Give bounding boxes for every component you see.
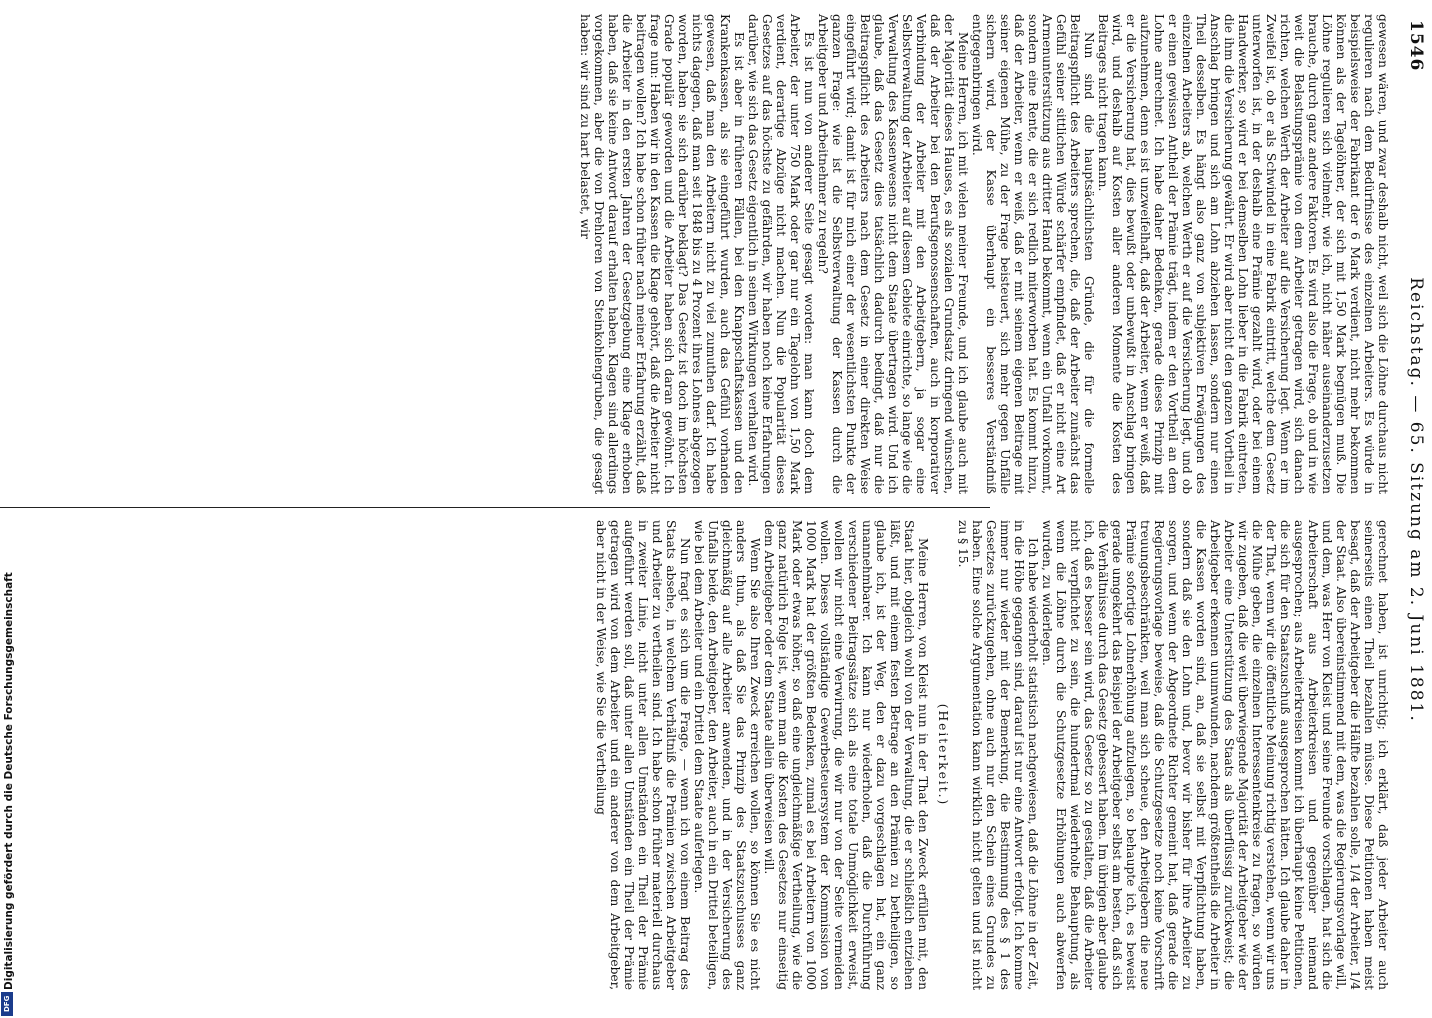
paragraph: Ich habe wiederholt statistisch nachgewiesen, daß die Löhne in der Zeit, in die Höhe gegangen sind, darauf ist nur eine Antwort erfolgt. Ich komme immer nur wieder mit der Bemerkung, die Bestimmung des § 1 des Gesetzes zurückzugehen, ohne auch nur den Schein eines Grundes zu haben. Eine solche Argumentation kann wirklich nicht gelten und ist nicht zu § 15. xyxy=(956,520,1040,990)
running-title: Reichstag. — 65. Sitzung am 2. Juni 1881. xyxy=(1406,277,1426,723)
paragraph: Meine Herren, von Kleist nun in der That den Zweck erfüllen mit, den Staat hier, obgleich wohl von der Verwaltung, die er schließlich entziehen läßt, und mit einem festen Betrage an den Prämien zu betheiligen, so glaube ich, ist der Weg, den er dazu vorgeschlagen hat, ein ganz unannehmbarer. Ich kann nur wiederholen, daß die Durchführung verschiedener Beitragssätze sich als eine totale Unmöglichkeit erweist, wollen wir nicht eine Verwirrung, die wir nur von der Seite vermeiden wollen. Dieses vollständige Gewerbesteuersystem der Kommission von 1000 Mark hat der größten Bedenken, zumal es bei Arbeitern von 1000 Mark oder etwas höher, so daß eine ungleichmäßige Vertheilung, wie die ganz natürlich Folge ist, wenn man die Kosten des Gesetzes nur einseitig dem Arbeitgeber oder dem Staate allein überweisen will. xyxy=(762,520,930,990)
dfg-logo: DFG xyxy=(1,992,13,1016)
page-number: 1546 xyxy=(1406,20,1426,72)
paragraph: Nun sind die hauptsächlichsten Gründe, die für die formelle Beitragspflicht des Arbeiters sprechen, die, daß der Arbeiter zunächst das Gefühl seiner sittlichen Würde schärfer empfindet, daß er nicht eine Art Armenunterstützung aus dritter Hand bekommt, wenn ein Unfall vorkommt, sondern eine Rente, die er sich redlich miterworben hat. Es kommt hinzu, daß der Arbeiter, wenn er weiß, daß er mit seinem eigenen Beitrage mit seiner eigenen Mühe, zu der Frage beisteuert, sich mehr gegen Unfälle sichern wird, der Kasse überhaupt ein besseres Verständniß entgegenbringen wird. xyxy=(970,14,1096,494)
paragraph: Nun fragt es sich um die Frage, — wenn ich von einem Beitrag des Staats absehe, in welchem Verhältniß die Prämien zwischen Arbeitgeber und Arbeiter zu vertheilen sind. Ich habe schon früher materiell durchaus in zweiter Linie, nicht unter allen Umständen ein Theil der Prämie aufgeführt werden soll, daß unter allen Umständen ein Theil der Prämie getragen wird von dem Arbeiter und ein anderer von dem Arbeitgeber, aber nicht in der Weise, wie Sie die Vertheilung xyxy=(594,520,692,990)
paragraph: Es ist aber in früheren Fällen, bei den Knappschaftskassen und den Krankenkassen, als sie eingeführt wurden, auch das Gefühl vorhanden gewesen, daß man den Arbeitern nicht zu viel zumuthen darf. Ich habe nichts dagegen, daß man seit 1848 bis zu 4 Prozent ihres Lohnes abgezogen worden, haben sie sich darüber beklagt? Das Gesetz ist doch im höchsten Grade populär geworden und die Arbeiter haben sich daran gewöhnt. Ich frage nun: Haben wir in den Kassen die Klage gehört, daß die Arbeiter nicht beitragen wollen? Ich habe schon früher nach meiner Erfahrung erzählt, daß die Arbeiter in den ersten Jahren der Gesetzgebung eine Klage erhoben haben, daß sie keine Antwort darauf erhalten haben. Klagen sind allerdings vorgekommen, aber die von Drehloren von Steinkohlengruben, die gesagt haben: wir sind zu hart belastet, wir xyxy=(578,14,746,494)
paragraph: Es ist nun von anderer Seite gesagt worden: man kann doch dem Arbeiter, der unter 750 Mark oder gar nur ein Tagelohn von 1,50 Mark verdient, derartige Abzüge nicht machen. Nun die Popularität dieses Gesetzes auf das höchste zu gefährden, wir haben noch keine Erfahrungen darüber, wie sich das Gesetz eigentlich in seinen Wirkungen verhalten wird. xyxy=(746,14,816,494)
funding-attribution: Digitalisierung gefördert durch die Deutsche Forschungsgemeinschaft xyxy=(3,572,15,990)
column-divider xyxy=(0,507,990,508)
interjection: (Heiterkeit.) xyxy=(936,703,950,807)
paragraph: Wenn Sie also Ihren Zweck erreichen wollen, so können Sie es nicht anders thun, als daß Sie das Prinzip des Staatszuschusses ganz gleichmäßig auf alle Arbeiter anwenden, und in der Versicherung des Unfalls beide, den Arbeitgeber, den Arbeiter, auch in ein Drittel beteiligen, wie bei dem Arbeiter und ein Drittel dem Staate auferlegen. xyxy=(692,520,762,990)
paragraph: gewesen wären, und zwar deshalb nicht, weil sich die Löhne durchaus nicht regulieren nach dem Bedürfnisse des einzelnen Arbeiters. Es würde in beispielsweise der Fabrikant der 6 Mark verdient, nicht mehr bekommen können als der Tagelöhner, der sich mit 1,50 Mark begnügen muß. Die Löhne regulieren sich vielmehr, wie ich, nicht näher auseinanderzusetzen brauche, durch ganz andere Faktoren. Es wird also die Frage, ob und in wie weit die Belastungsprämie von dem Arbeiter getragen wird, sich danach richten, welchen Werth der Arbeiter auf die Versicherung legt. Wenn er im Zweifel ist, ob er als Schwindel in eine Fabrik eintritt, welche dem Gesetz unterworfen ist, in der deshalb eine Prämie gezahlt wird, oder bei einem Handwerker, so wird er bei demselben Lohn lieber in die Fabrik eintreten, die ihm die Versicherung gewährt. Er wird aber nicht den ganzen Vortheil in Anschlag bringen und sich am Lohn abziehen lassen, sondern nur einen Theil desselben. Es hängt also ganz von subjektiven Erwägungen des einzelnen Arbeiters ab, welchen Werth er auf die Versicherung legt, und ob er einen gewissen Antheil der Prämie trägt, indem er den Vortheil an dem Lohne anrechnet. Ich habe daher Bedenken, gerade dieses Prinzip mit aufzunehmen, denn es ist unzweifelhaft, daß der Arbeiter, wenn er weiß, daß er die Versicherung hat, dies bewußt oder unbewußt in Anschlag bringen wird, und deshalb auf Kosten aller anderen Momente die Kosten des Beitrages nicht tragen kann. xyxy=(1096,14,1390,494)
text-column-right xyxy=(10,520,1390,990)
page-header xyxy=(1392,0,1432,1000)
paragraph: Meine Herren, ich mit vielen meiner Freunde, und ich glaube auch mit der Majorität dieses Hauses, es als sozialen Grundsatz dringend wünschen, daß der Arbeiter bei den Berufsgenossenschaften, auch in korporativer Verbindung der Arbeiter mit den Arbeitgebern, ja sogar eine Selbstverwaltung der Arbeiter auf diesem Gebiete einrichte, so lange wie die Verwaltung des Kassenwesens nicht dem Staate übertragen wird. Und ich glaube, daß das Gesetz dies tatsächlich dadurch bedingt, daß nur die Beitragspflicht des Arbeiters nach dem Gesetz in einer direkten Weise eingeführt wird; damit ist für mich einer der wesentlichsten Punkte der ganzen Frage: wie ist die Selbstverwaltung der Kassen durch die Arbeitgeber und Arbeitnehmer zu regeln? xyxy=(816,14,970,494)
paragraph: gerechnet haben, ist unrichtig; ich erklärt, daß jeder Arbeiter auch seinerseits einen Theil bezahlen müsse. Diese Petitionen haben meist besagt, daß der Arbeitgeber die Hälfte bezahlen solle, 1/4 der Arbeiter, 1/4 der Staat. Also übereinstimmend mit dem, was die Regierungsvorlage will, und dem, was Herr von Kleist und seine Freunde vorschlagen, hat sich die Arbeiterschaft aus Arbeiterkreisen und gegenüber niemand ausgesprochen; aus Arbeiterkreisen kommt ich überhaupt keine Petitionen, die sich für den Staatszuschuß ausgesprochen hätten. Ich glaube daher in der That, wenn wir die öffentliche Meinung richtig verstehen, wenn wir uns die Mühe geben, die einzelnen Interessentenkreise zu fragen, so würden wir zugeben, daß die weit überwiegende Majorität der Arbeitgeber wie der Arbeiter eine Unterstützung des Staats als überflüssig zurückweist; die Arbeitgeber erkennen unumwunden, nachdem größtentheils die Arbeiter in die Kassen worden sind, an, daß sie selbst mit Verpflichtung haben, sondern daß sie den Lohn und, bevor wir bisher für ihre Arbeiter zu sorgen, und wenn der Abgeordnete Richter gemeint hat, daß gerade die Regierungsvorlage beweise, daß die Schutzgesetze noch keine Vorschrift treuungsbeschränkten, weil man sich scheue, den Arbeitgebern die neue Prämie sofortige Lohnerhöhung aufzulegen, so behaupte ich, es beweist gerade umgekehrt das Beispiel der Arbeitgeber selbst am besten, daß sich die Verhältnisse durch das Gesetz gebessert haben. Im übrigen aber glaube ich, daß es besser sein wird, das Gesetz so zu gestalten, daß die Arbeiter nicht verpflichtet zu sein, die hundertmal wiederholte Behauptung, als wenn die Löhne durch die Schutzgesetze Erhöhungen auch abwerfen wurden, zu widerlegen. xyxy=(1040,520,1390,990)
text-column-left xyxy=(10,14,1390,494)
digitization-credit xyxy=(0,18,14,1018)
